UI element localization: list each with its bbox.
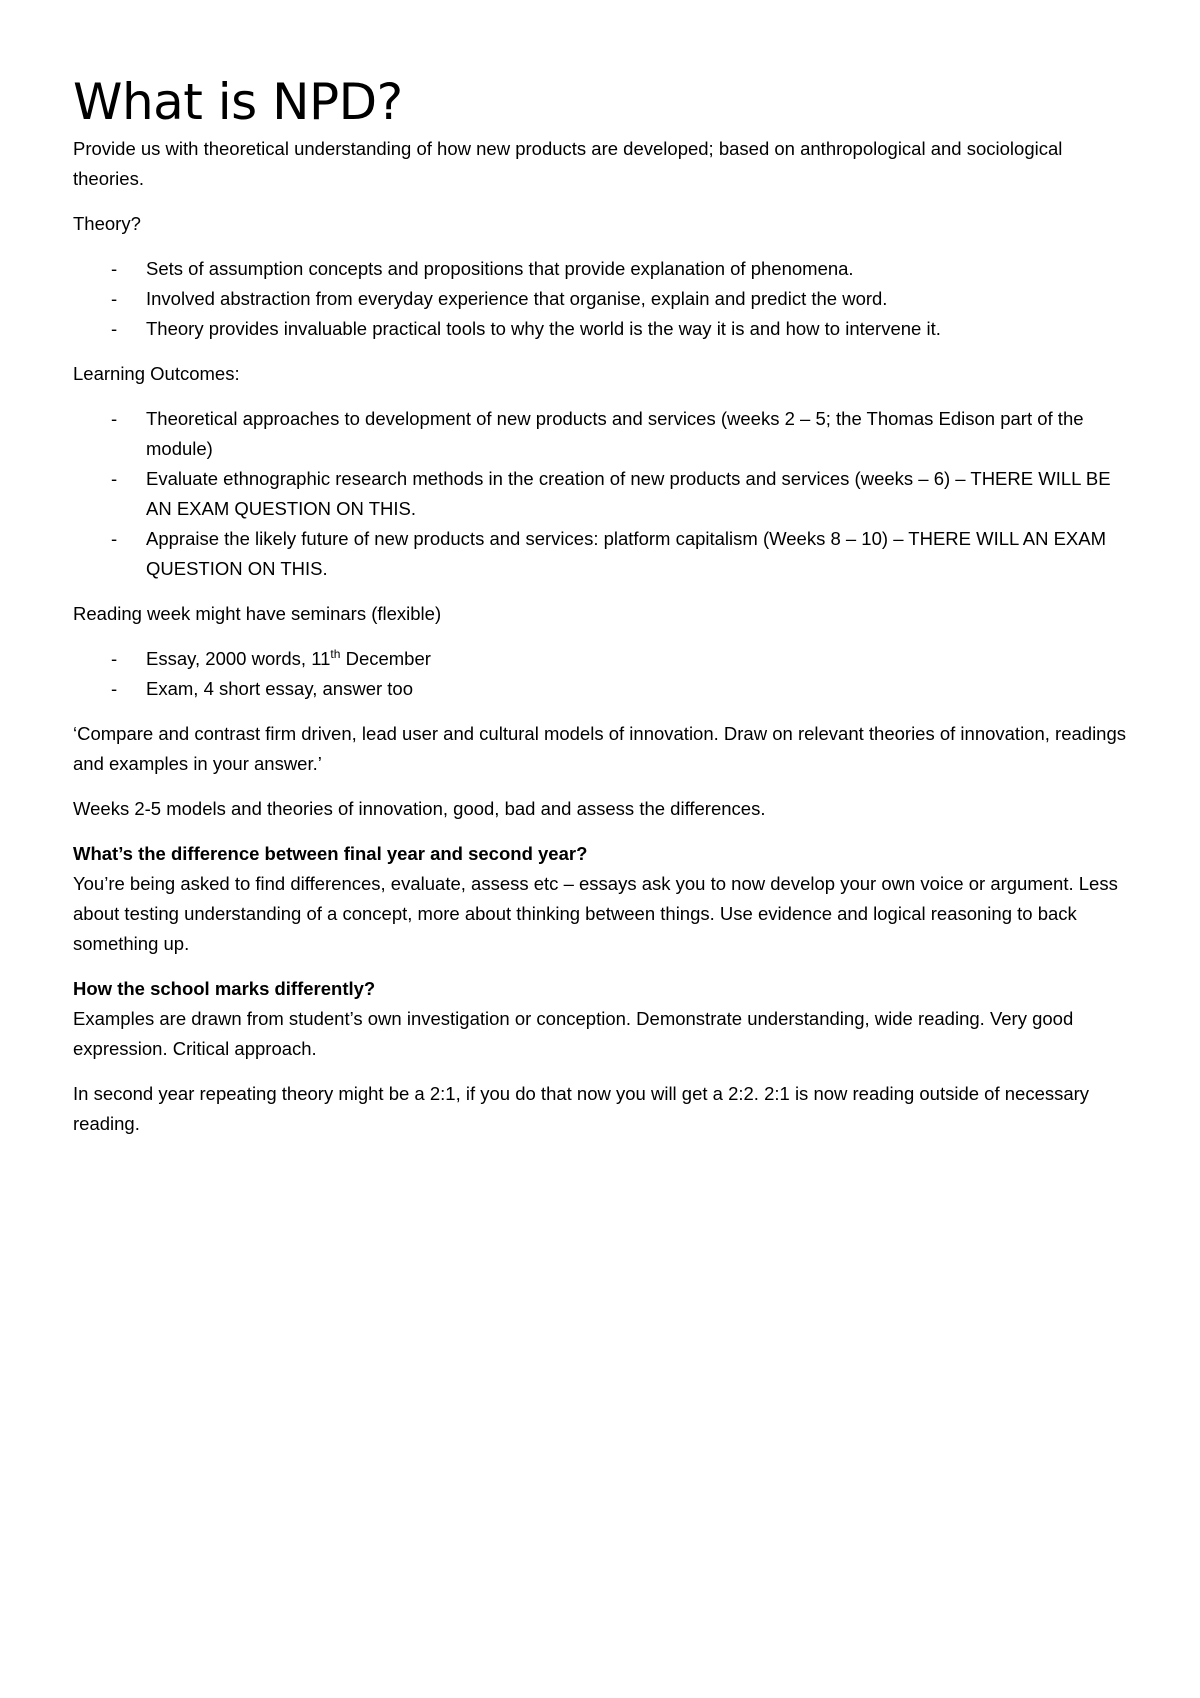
essay-deadline-prefix: Essay, 2000 words, 11 (146, 648, 331, 669)
theory-list (73, 254, 1138, 344)
weeks-note: Weeks 2-5 models and theories of innovation, good, bad and assess the differences. (73, 798, 766, 819)
assessment-list (73, 644, 1138, 704)
list-item-text: Evaluate ethnographic research methods in the creation of new products and services (weeks – 6) – THERE WILL BE AN EXAM QUESTION ON THIS. (146, 468, 1111, 519)
difference-heading: What’s the difference between final year and second year? (73, 843, 588, 864)
list-item-text: Involved abstraction from everyday experience that organise, explain and predict the word. (146, 288, 888, 309)
reading-week-note: Reading week might have seminars (flexible) (73, 603, 442, 624)
theory-heading: Theory? (73, 213, 141, 234)
essay-deadline-suffix: December (340, 648, 431, 669)
list-item (73, 314, 1138, 344)
intro-paragraph: Provide us with theoretical understanding of how new products are developed; based on anthropological and sociological theories. (73, 138, 1063, 189)
dash-bullet: - (111, 408, 118, 429)
list-item-text: Exam, 4 short essay, answer too (146, 678, 413, 699)
marks-body: Examples are drawn from student’s own investigation or conception. Demonstrate understanding, wide reading. Very good expression. Critical approach. (73, 1008, 1074, 1059)
list-item-text: Theory provides invaluable practical tools to why the world is the way it is and how to intervene it. (146, 318, 941, 339)
dash-bullet: - (111, 288, 118, 309)
list-item (73, 674, 1138, 704)
ordinal-suffix: th (330, 646, 341, 661)
dash-bullet: - (111, 258, 118, 279)
closing-paragraph: In second year repeating theory might be a 2:1, if you do that now you will get a 2:2. 2:1 is now reading outside of necessary reading. (73, 1083, 1090, 1134)
list-item (73, 644, 1138, 674)
dash-bullet: - (111, 528, 118, 549)
list-item (73, 254, 1138, 284)
dash-bullet: - (111, 318, 118, 339)
list-item (73, 524, 1138, 584)
outcomes-list (73, 404, 1138, 584)
essay-question: ‘Compare and contrast firm driven, lead user and cultural models of innovation. Draw on relevant theories of innovation, readings and examples in your answer.’ (73, 723, 1127, 774)
list-item-text: Theoretical approaches to development of new products and services (weeks 2 – 5; the Thomas Edison part of the module) (146, 408, 1084, 459)
list-item (73, 464, 1138, 524)
list-item (73, 404, 1138, 464)
difference-body: You’re being asked to find differences, evaluate, assess etc – essays ask you to now develop your own voice or argument. Less about testing understanding of a concept, more about thinking between things. Use evidence and logical reasoning to back something up. (73, 873, 1118, 954)
list-item-text: Appraise the likely future of new products and services: platform capitalism (Weeks 8 – 10) – THERE WILL AN EXAM QUESTION ON THIS. (146, 528, 1107, 579)
list-item-text: Sets of assumption concepts and propositions that provide explanation of phenomena. (146, 258, 854, 279)
outcomes-heading: Learning Outcomes: (73, 363, 240, 384)
marks-heading: How the school marks differently? (73, 978, 376, 999)
marks-section (73, 974, 1138, 1064)
document-page (73, 72, 1138, 1154)
difference-section (73, 839, 1138, 959)
dash-bullet: - (111, 648, 118, 669)
dash-bullet: - (111, 678, 118, 699)
list-item (73, 284, 1138, 314)
page-title: What is NPD? (73, 73, 403, 131)
dash-bullet: - (111, 468, 118, 489)
